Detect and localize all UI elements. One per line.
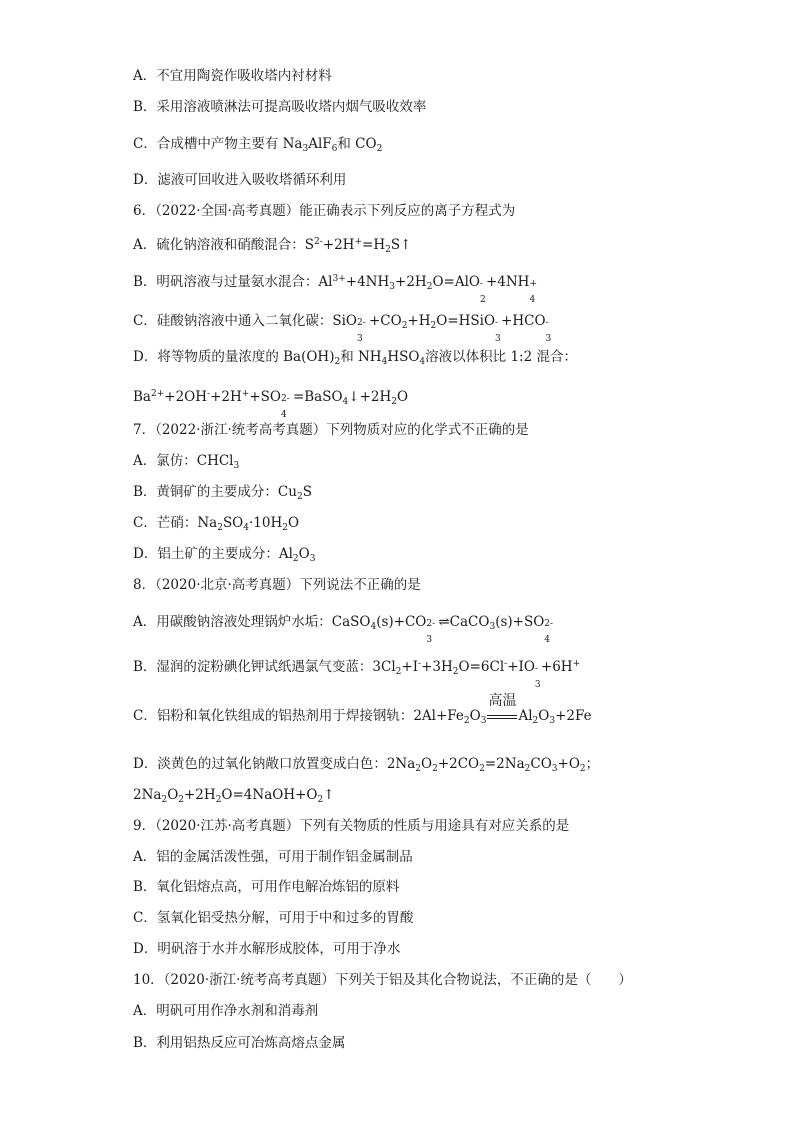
q10-stem: 10．（2020·浙江·统考高考真题）下列关于铝及其化合物说法，不正确的是（ ） bbox=[133, 972, 632, 988]
q7-option-b: B．黄铜矿的主要成分：$Cu_2S$ bbox=[133, 484, 312, 502]
q6-option-d-equation: $Ba^{2+}+2OH^-+2H^++SO$ 2- 4 $=BaSO_4↓+2H_2O$ bbox=[133, 389, 409, 420]
q9-option-a: A．铝的金属活泼性强，可用于制作铝金属制品 bbox=[133, 849, 413, 865]
q9-stem: 9．（2020·江苏·高考真题）下列有关物质的性质与用途具有对应关系的是 bbox=[133, 818, 570, 834]
q8-option-b: B．湿润的淀粉碘化钾试纸遇氯气变蓝：$3Cl_2+I^-+3H_2O=6Cl^-+IO$ - 3 +6H+ bbox=[133, 659, 581, 690]
q5-option-d: D．滤液可回收进入吸收塔循环利用 bbox=[133, 172, 347, 188]
q10-option-b: B．利用铝热反应可冶炼高熔点金属 bbox=[133, 1035, 346, 1051]
q5-option-a: A．不宜用陶瓷作吸收塔内衬材料 bbox=[133, 68, 332, 84]
q10-option-a: A．明矾可用作净水剂和消毒剂 bbox=[133, 1003, 319, 1019]
q8-option-c: C．铝粉和氧化铁组成的铝热剂用于焊接钢轨：$2Al+Fe_2O_3$ 高温 $Al_2O_3+2Fe$ bbox=[133, 693, 592, 726]
q7-option-c: C．芒硝：$Na_2SO_4\cdot 10H_2O$ bbox=[133, 515, 300, 533]
q6-option-c: C．硅酸钠溶液中通入二氧化碳：SiO 2- 3 $+CO_2+H_2O=HSiO$ - 3 +HCO - 3 bbox=[133, 313, 552, 344]
q6-option-b: B．明矾溶液与过量氨水混合：$Al^{3+}+4NH_3+2H_2O=AlO$ - 2 +4NH + 4 bbox=[133, 274, 537, 305]
q5-option-c: C．合成槽中产物主要有 $Na_3AlF_6$和 $CO_2$ bbox=[133, 136, 383, 154]
q9-option-c: C．氢氧化铝受热分解，可用于中和过多的胃酸 bbox=[133, 910, 414, 926]
q5-option-b: B．采用溶液喷淋法可提高吸收塔内烟气吸收效率 bbox=[133, 99, 427, 115]
q6-option-a: A．硫化钠溶液和硝酸混合：$S^{2-}+2H^+=H_2S↑$ bbox=[133, 237, 412, 255]
q8-option-d-equation: $2Na_2O_2+2H_2O=4NaOH+O_2↑$ bbox=[133, 787, 335, 805]
q6-stem: 6．（2022·全国·高考真题）能正确表示下列反应的离子方程式为 bbox=[133, 203, 516, 219]
reaction-condition-high-temp: 高温 bbox=[487, 707, 517, 725]
q7-stem: 7．（2022·浙江·统考高考真题）下列物质对应的化学式不正确的是 bbox=[133, 422, 529, 438]
q8-option-d: D．淡黄色的过氧化钠敞口放置变成白色：$2Na_2O_2+2CO_2=2Na_2CO_3+O_2$； bbox=[133, 756, 600, 774]
q8-option-a: A．用碳酸钠溶液处理锅炉水垢：CaSO$_4$(s)+CO 2- 3 ⇌CaCO$_3$(s)+SO 2- 4 bbox=[133, 614, 554, 645]
q7-option-d: D．铝土矿的主要成分：$Al_2O_3$ bbox=[133, 546, 316, 564]
q8-stem: 8．（2020·北京·高考真题）下列说法不正确的是 bbox=[133, 577, 421, 593]
q9-option-b: B．氧化铝熔点高，可用作电解冶炼铝的原料 bbox=[133, 879, 400, 895]
q7-option-a: A．氯仿：CHCl$_3$ bbox=[133, 453, 240, 471]
q6-option-d: D．将等物质的量浓度的 $Ba(OH)_2$和 $NH_4HSO_4$溶液以体积比 1:2 混合： bbox=[133, 349, 577, 367]
q9-option-d: D．明矾溶于水并水解形成胶体，可用于净水 bbox=[133, 941, 401, 957]
